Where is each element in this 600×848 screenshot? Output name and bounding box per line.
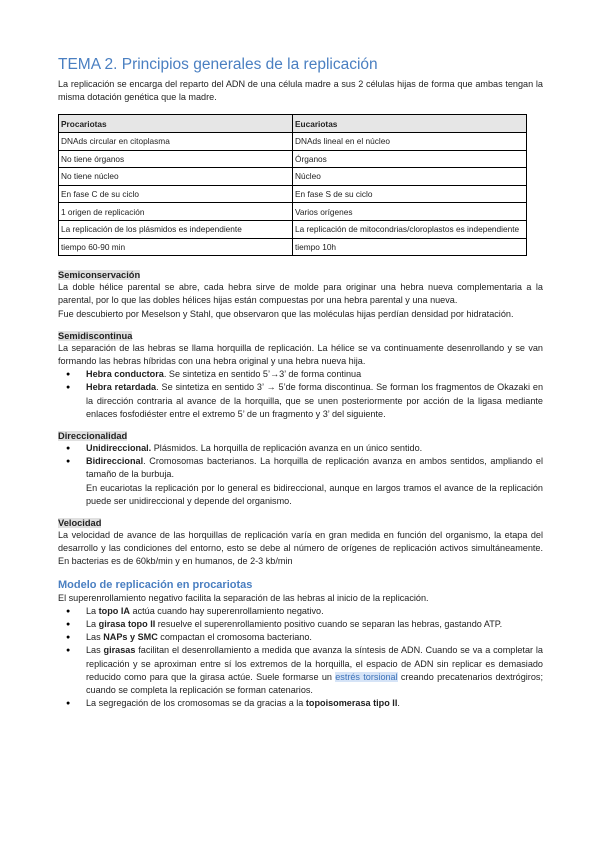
- table-row: [59, 203, 527, 221]
- semi-paragraph-2: Fue descubierto por Meselson y Stahl, que observaron que las moléculas hijas perdían densidad por hidratación.: [58, 308, 514, 319]
- list-item: ● Bidireccional. Cromosomas bacterianos. La horquilla de replicación avanza en ambos sentidos, ampliando el tamaño de la burbuja.: [86, 455, 543, 481]
- table-cell: La replicación de los plásmidos es independiente: [59, 220, 293, 238]
- table-row: [59, 133, 527, 151]
- page-title: TEMA 2. Principios generales de la replicación: [58, 56, 378, 73]
- list-item: ● Unidireccional. Plásmidos. La horquilla de replicación avanza en un único sentido.: [86, 442, 543, 455]
- table-cell: No tiene núcleo: [59, 168, 293, 186]
- table-cell: 1 origen de replicación: [59, 203, 293, 221]
- table-cell: En fase S de su ciclo: [293, 185, 527, 203]
- semi-paragraph-1: La doble hélice parental se abre, cada hebra sirve de molde para originar una hebra nueva complementaria a la parental, por lo que las dobles hélices hijas están compuestas por una hebra parental y una nueva.: [58, 282, 543, 306]
- section-heading-semidiscontinua: Semidiscontinua: [58, 330, 133, 341]
- list-item: ● Hebra conductora. Se sintetiza en sentido 5’→3’ de forma continua: [86, 368, 543, 381]
- section-heading-direccionalidad: Direccionalidad: [58, 430, 128, 441]
- table-cell: DNAds lineal en el núcleo: [293, 133, 527, 151]
- table-cell: tiempo 60-90 min: [59, 238, 293, 256]
- section-heading-semiconservacion: Semiconservación: [58, 270, 141, 281]
- list-item: ● La segregación de los cromosomas se da gracias a la topoisomerasa tipo II.: [86, 697, 543, 710]
- table-cell: En fase C de su ciclo: [59, 185, 293, 203]
- direc-note: En eucariotas la replicación por lo general es bidireccional, aunque en largos tramos el avance de la replicación puede ser unidireccional y depende del organismo.: [86, 482, 543, 506]
- table-cell: Órganos: [293, 150, 527, 168]
- table-header-row: [59, 115, 527, 133]
- section-heading-modelo: Modelo de replicación en procariotas: [58, 578, 253, 591]
- table-cell: La replicación de mitocondrias/cloroplastos es independiente: [293, 220, 527, 238]
- comparison-table: [58, 114, 527, 256]
- highlighted-text: estrés torsional: [335, 671, 398, 682]
- table-header-cell: Eucariotas: [293, 115, 527, 133]
- semidis-paragraph: La separación de las hebras se llama horquilla de replicación. La hélice se va continuamente desenrollando y se van formando las hebras híbridas con una hebra original y una hebra nueva hija.: [58, 342, 543, 366]
- semidis-list: [58, 368, 543, 421]
- document-page: [58, 56, 543, 710]
- list-item: ● Las girasas facilitan el desenrollamiento a medida que avanza la síntesis de ADN. Cuando se va a completar la replicación y se aproximan entre sí los extremos de la horquilla, el espacio de ADN sin replicar es demasiado reducido como para que la girasa actúe. Suele formarse un estrés torsional creando precatenarios dextrógiros; cuando se completa la replicación se forman catenarios.: [86, 644, 543, 697]
- table-cell: DNAds circular en citoplasma: [59, 133, 293, 151]
- intro-paragraph: La replicación se encarga del reparto del ADN de una célula madre a sus 2 células hijas de forma que ambas tengan la misma dotación genética que la madre.: [58, 79, 543, 103]
- vel-paragraph: La velocidad de avance de las horquillas de replicación varía en gran medida en función del organismo, la etapa del desarrollo y las condiciones del entorno, esto se debe al número de orígenes de replicación activos simultáneamente. En bacterias es de 60kb/min y en humanos, de 2-3 kb/min: [58, 530, 543, 567]
- table-row: [59, 220, 527, 238]
- modelo-list: [58, 605, 543, 711]
- list-item: ● La girasa topo II resuelve el superenrollamiento positivo cuando se separan las hebras, gastando ATP.: [86, 618, 543, 631]
- table-cell: tiempo 10h: [293, 238, 527, 256]
- modelo-paragraph: El superenrollamiento negativo facilita la separación de las hebras al inicio de la replicación.: [58, 592, 429, 603]
- section-heading-velocidad: Velocidad: [58, 518, 102, 528]
- table-row: [59, 185, 527, 203]
- table-row: [59, 168, 527, 186]
- list-item: ● La topo IA actúa cuando hay superenrollamiento negativo.: [86, 605, 543, 618]
- table-cell: Varios orígenes: [293, 203, 527, 221]
- table-cell: No tiene órganos: [59, 150, 293, 168]
- list-item: ● Las NAPs y SMC compactan el cromosoma bacteriano.: [86, 631, 543, 644]
- table-cell: Núcleo: [293, 168, 527, 186]
- table-header-cell: Procariotas: [59, 115, 293, 133]
- direc-list: [58, 442, 543, 482]
- table-row: [59, 238, 527, 256]
- table-row: [59, 150, 527, 168]
- list-item: ● Hebra retardada. Se sintetiza en sentido 3’ → 5’de forma discontinua. Se forman los fragmentos de Okazaki en la dirección contraria al avance de la horquilla, que se unen posteriormente por acción de la ligasa mediante enlaces fosfodiéster entre el extremo 5’ de un fragmento y 3’ del siguiente.: [86, 381, 543, 421]
